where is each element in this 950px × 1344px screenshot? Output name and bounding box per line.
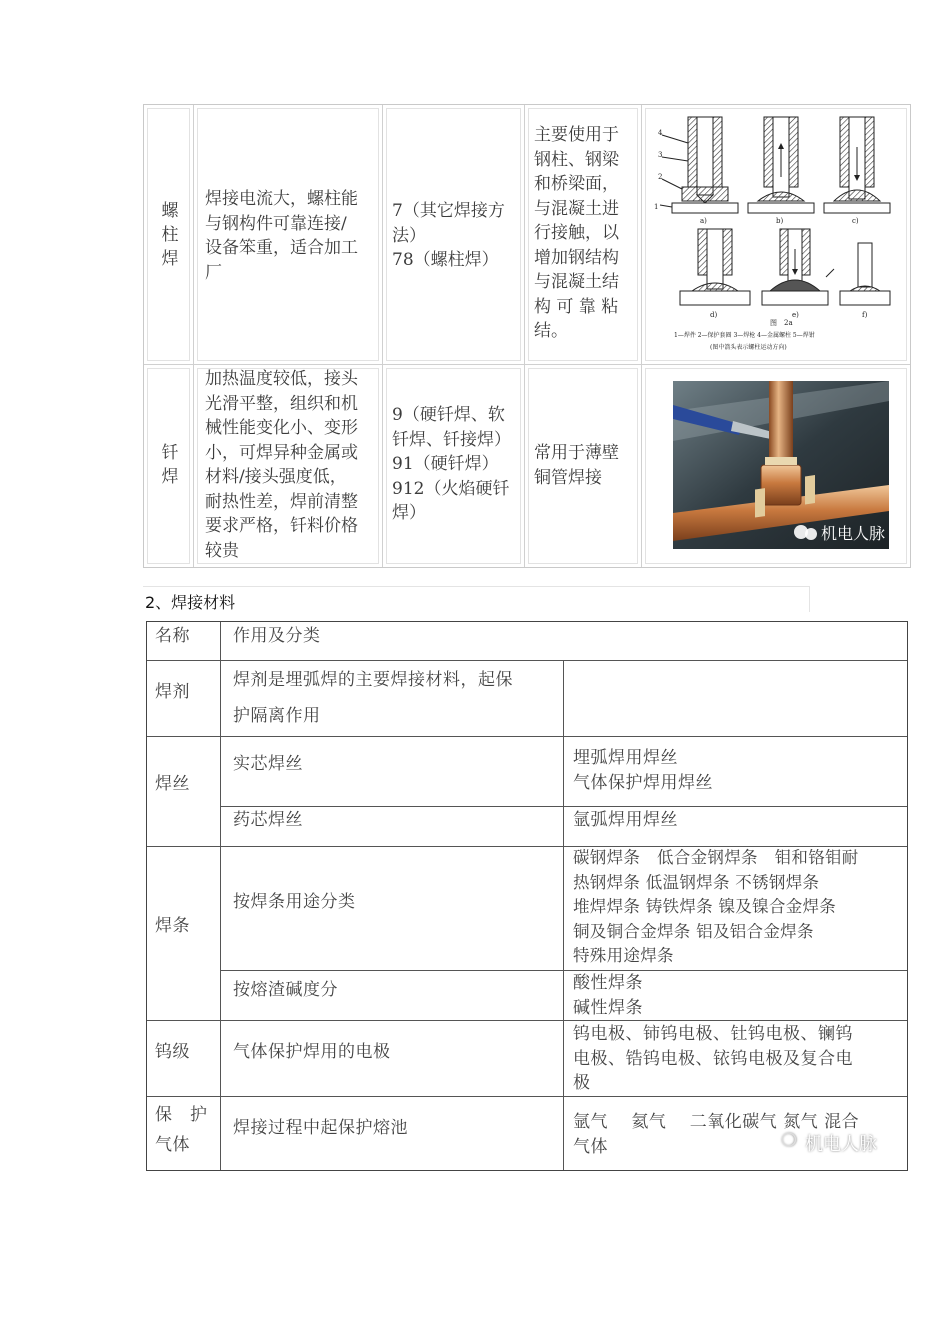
svg-text:e): e) [792, 311, 799, 319]
svg-text:c): c) [852, 217, 859, 225]
wire-flux-cored: 药芯焊丝 [233, 810, 303, 830]
stage-a [654, 117, 738, 225]
figure-note: (图中箭头表示螺柱运动方向) [710, 344, 787, 351]
welding-materials-table [146, 621, 908, 1171]
row-divider-wire-sub [220, 806, 907, 807]
welding-methods-table [143, 104, 911, 568]
usage-stud-text: 主要使用于 钢柱、钢梁 和桥梁面， 与混凝土进 行接触，以 增加钢结构 与混凝土结 构 可 靠 粘 结。 [534, 125, 619, 341]
electrode-slag-types: 酸性焊条 碱性焊条 [573, 973, 643, 1018]
wire-solid-types: 埋弧焊用焊丝 气体保护焊用焊丝 [573, 748, 713, 793]
svg-text:a): a) [700, 217, 707, 225]
section-heading-text: 2、焊接材料 [145, 593, 236, 612]
gas-types: 氩气 氦气 二氧化碳气 氮气 混合 气体 [573, 1112, 860, 1157]
wire-flux-cored-types: 氩弧焊用焊丝 [573, 810, 678, 830]
electrode-usage-types: 碳钢焊条 低合金钢焊条 钼和铬钼耐 热钢焊条 低温钢焊条 不锈钢焊条 堆焊焊条 铸铁焊条 镍及镍合金焊条 铜及铜合金焊条 铝及铝合金焊条 特殊用途焊条 [573, 848, 859, 965]
method-brazing-label: 钎 焊 [161, 443, 179, 487]
electrode-name: 焊条 [155, 916, 190, 936]
row-divider-electrode [147, 1020, 907, 1021]
copper-pipe-photo [673, 381, 889, 549]
svg-text:f): f) [862, 311, 868, 319]
stage-c [824, 117, 890, 225]
section-heading [143, 586, 810, 612]
features-brazing-text: 加热温度较低，接头 光滑平整，组织和机 械性能变化小、变形 小，可焊异种金属或 材料/接头强度低， 耐热性差，焊前清整 要求严格，钎料价格 较贵 [205, 369, 358, 561]
photo-watermark: 机电人脉 [821, 524, 886, 543]
header-name: 名称 [155, 626, 190, 646]
svg-text:d): d) [710, 311, 718, 319]
gas-desc: 焊接过程中起保护熔池 [233, 1118, 408, 1138]
svg-text:2: 2 [658, 173, 663, 181]
wechat-icon: ❍ [781, 1130, 798, 1151]
col-divider-1 [220, 622, 221, 1170]
row-divider-header [147, 660, 907, 661]
features-stud-text: 焊接电流大，螺柱能 与钢构件可靠连接/ 设备笨重，适合加工 厂 [205, 189, 358, 283]
tungsten-desc: 气体保护焊用的电极 [233, 1042, 391, 1062]
tungsten-types: 钨电极、铈钨电极、钍钨电极、镧钨 电极、锆钨电极、铱钨电极及复合电 极 [573, 1024, 853, 1093]
stage-f [840, 243, 890, 319]
method-stud-label: 螺 柱 焊 [161, 201, 179, 269]
flux-name: 焊剂 [155, 682, 190, 702]
codes-stud-text: 7（其它焊接方 法） 78（螺柱焊） [392, 201, 505, 270]
row-divider-tungsten [147, 1096, 907, 1097]
row-divider-electrode-sub [220, 970, 907, 971]
gas-name: 保 护 气体 [155, 1105, 208, 1155]
figure-number: 图 2a [770, 319, 793, 327]
svg-text:4: 4 [658, 129, 663, 137]
stud-welding-diagram [652, 111, 904, 359]
usage-brazing-text: 常用于薄壁 铜管焊接 [534, 443, 619, 488]
table-watermark-text: 机电人脉 [805, 1134, 877, 1155]
row-divider-flux [147, 736, 907, 737]
tungsten-name: 钨级 [155, 1042, 190, 1062]
svg-text:1: 1 [654, 203, 659, 211]
header-function: 作用及分类 [233, 626, 321, 646]
figure-legend: 1—焊件 2—保护套圈 3—焊枪 4—金属螺柱 5—焊钳 [674, 332, 815, 339]
stage-b [748, 117, 814, 225]
stage-e [762, 229, 834, 319]
stage-d [680, 229, 750, 319]
svg-text:3: 3 [658, 151, 663, 159]
electrode-by-usage: 按焊条用途分类 [233, 892, 356, 912]
wire-solid: 实芯焊丝 [233, 754, 303, 774]
codes-brazing-text: 9（硬钎焊、软 钎焊、钎接焊） 91（硬钎焊） 912（火焰硬钎 焊） [392, 405, 511, 523]
wire-name: 焊丝 [155, 774, 190, 794]
svg-text:b): b) [776, 217, 784, 225]
flux-desc: 焊剂是埋弧焊的主要焊接材料，起保 护隔离作用 [233, 670, 513, 726]
electrode-by-slag: 按熔渣碱度分 [233, 980, 338, 1000]
